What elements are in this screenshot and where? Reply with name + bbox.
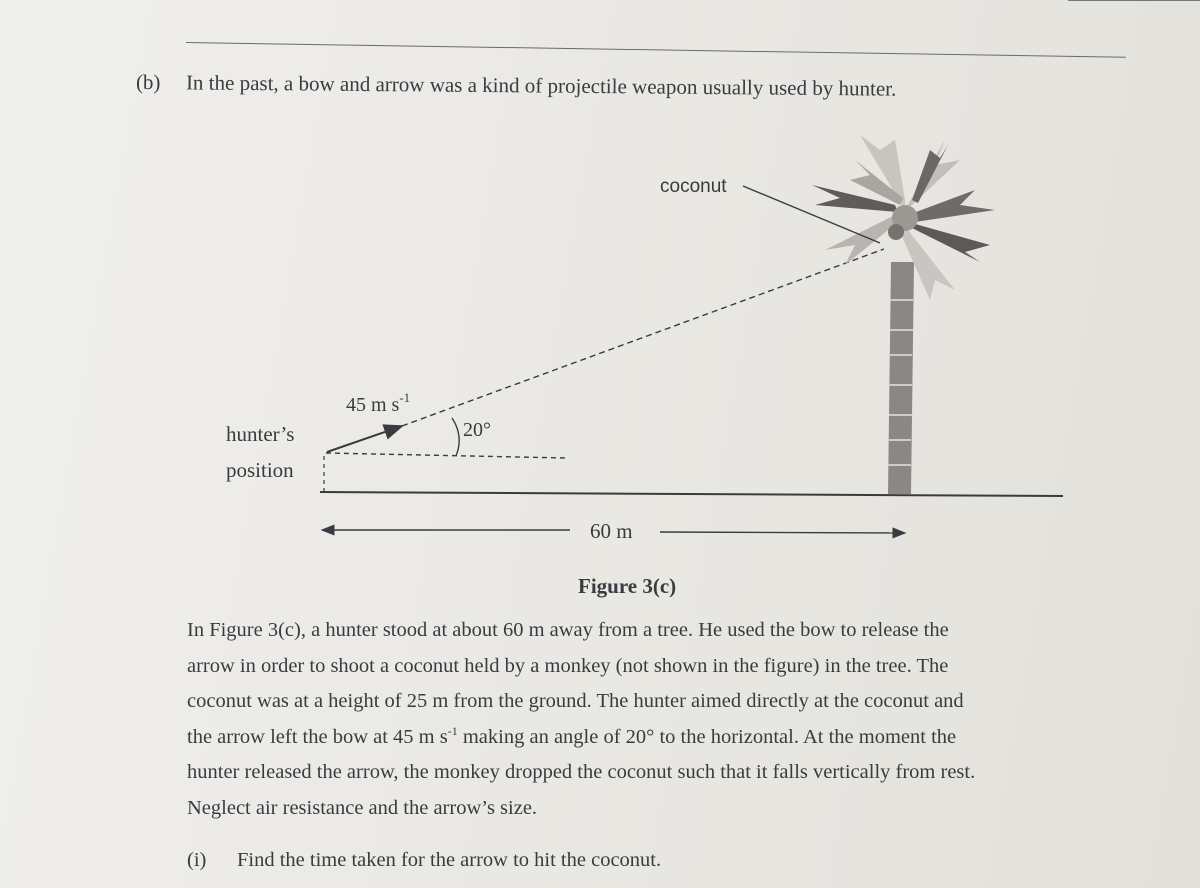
velocity-arrow xyxy=(327,426,402,452)
paragraph-line-6: Neglect air resistance and the arrow’s size. xyxy=(187,796,538,819)
distance-arrow-right xyxy=(660,532,905,533)
question-text: In the past, a bow and arrow was a kind of projectile weapon usually used by hunter. xyxy=(185,70,897,101)
subquestion-i xyxy=(187,849,1087,872)
speed-label xyxy=(346,390,410,416)
speed-value: 45 m s xyxy=(346,394,400,416)
coconut-pointer xyxy=(743,186,880,243)
coconut-label: coconut xyxy=(660,176,727,197)
figure-caption: Figure 3(c) xyxy=(578,574,677,598)
ground-line xyxy=(320,492,1063,496)
paragraph-line-1: In Figure 3(c), a hunter stood at about 60 m away from a tree. He used the bow to release the xyxy=(187,619,949,641)
angle-label: 20° xyxy=(463,419,491,441)
palm-tree xyxy=(812,135,995,494)
distance-label: 60 m xyxy=(590,519,633,543)
paragraph-line-5: hunter released the arrow, the monkey dropped the coconut such that it falls vertically from rest. xyxy=(187,761,976,783)
paragraph-line-4-a: the arrow left the bow at 45 m s xyxy=(187,725,448,748)
horizontal-reference-line xyxy=(326,453,566,458)
palm-trunk xyxy=(888,262,914,494)
aim-line xyxy=(402,249,884,426)
paragraph-line-3: coconut was at a height of 25 m from the ground. The hunter aimed directly at the coconut and xyxy=(187,690,964,712)
hunter-label-line2: position xyxy=(226,458,294,482)
paragraph-line-4-b: making an angle of 20° to the horizontal. At the moment the xyxy=(457,725,957,748)
speed-exponent: -1 xyxy=(399,390,411,405)
angle-arc xyxy=(452,418,459,456)
paragraph-line-2: arrow in order to shoot a coconut held by a monkey (not shown in the figure) in the tree. The xyxy=(187,654,949,677)
problem-paragraph xyxy=(187,613,1137,826)
paragraph-line-4 xyxy=(187,720,1137,756)
paragraph-line-4-exponent: -1 xyxy=(447,723,458,738)
hunter-label-line1: hunter’s xyxy=(226,422,295,446)
subquestion-label: (i) xyxy=(187,849,207,871)
subquestion-text: Find the time taken for the arrow to hit the coconut. xyxy=(237,849,662,871)
question-label: (b) xyxy=(135,70,161,95)
